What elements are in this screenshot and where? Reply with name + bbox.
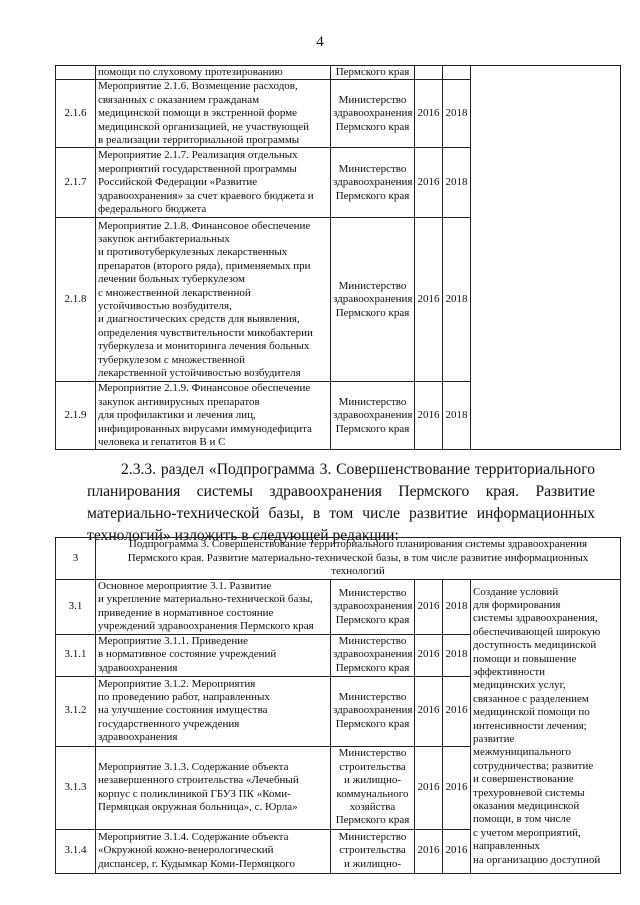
responsible-executor: Пермского края: [331, 66, 415, 80]
end-year: [443, 66, 471, 80]
start-year: 2016: [415, 382, 443, 450]
row-number: 3.1.1: [56, 634, 96, 676]
activity-description: Мероприятие 2.1.6. Возмещение расходов, связанных с оказанием гражданам медицинской помощи в экстренной форме медицинской организацией, не участвующей в реализации территориальной программы: [96, 80, 331, 148]
row-number: [56, 66, 96, 80]
start-year: 2016: [415, 829, 443, 873]
activity-description: Мероприятие 2.1.9. Финансовое обеспечение закупок антивирусных препаратов для профилактики и лечения лиц, инфицированных вирусами иммунодефицита человека и гепатитов В и С: [96, 382, 331, 450]
activity-description: Мероприятие 2.1.7. Реализация отдельных мероприятий государственной программы Российской Федерации «Развитие здравоохранения» за счет краевого бюджета и федерального бюджета: [96, 148, 331, 218]
activity-description: Мероприятие 3.1.1. Приведение в нормативное состояние учреждений здравоохранения: [96, 634, 331, 676]
responsible-executor: Министерство здравоохранения Пермского края: [331, 148, 415, 218]
start-year: 2016: [415, 148, 443, 218]
end-year: 2016: [443, 746, 471, 829]
start-year: 2016: [415, 80, 443, 148]
end-year: 2018: [443, 634, 471, 676]
row-number: 3.1.4: [56, 829, 96, 873]
end-year: 2018: [443, 80, 471, 148]
responsible-executor: Министерство здравоохранения Пермского края: [331, 382, 415, 450]
row-number: 3.1: [56, 580, 96, 635]
row-number: 2.1.7: [56, 148, 96, 218]
responsible-executor: Министерство здравоохранения Пермского края: [331, 218, 415, 382]
table-row: [56, 580, 621, 635]
responsible-executor: Министерство строительства и жилищно- коммунального хозяйства Пермского края: [331, 746, 415, 829]
table-row: [56, 66, 621, 80]
subprogram-number: 3: [56, 538, 96, 580]
start-year: [415, 66, 443, 80]
table-subprogram-3: [55, 537, 621, 874]
row-number: 2.1.8: [56, 218, 96, 382]
subprogram-title: Подпрограмма 3. Совершенствование территориального планирования системы здравоохранения Пермского края. Развитие материально-технической базы, в том числе развитие информационных технологий: [96, 538, 621, 580]
activity-description: Мероприятие 3.1.2. Мероприятия по проведению работ, направленных на улучшение состояния имущества государственного учреждения здравоохранения: [96, 676, 331, 746]
amendment-text: 2.3.3. раздел «Подпрограмма 3. Совершенствование территориального планирования системы здравоохранения Пермского края. Развитие материально-технической базы, в том числе развитие информационных технологий» изложить в следующей редакции:: [87, 461, 595, 544]
start-year: 2016: [415, 218, 443, 382]
expected-result: Создание условий для формирования системы здравоохранения, обеспечивающей широкую доступность медицинской помощи и повышение эффективности медицинских услуг, связанное с разделением медицинской помощи по интенсивности лечения; развитие межмуниципального сотрудничества; развитие и совершенствование трехуровневой системы оказания медицинской помощи, в том числе с учетом мероприятий, направленных на организацию доступной: [471, 580, 621, 874]
row-number: 3.1.2: [56, 676, 96, 746]
start-year: 2016: [415, 746, 443, 829]
responsible-executor: Министерство строительства и жилищно-: [331, 829, 415, 873]
page-number: 4: [316, 34, 324, 50]
end-year: 2018: [443, 580, 471, 635]
start-year: 2016: [415, 676, 443, 746]
responsible-executor: Министерство здравоохранения Пермского края: [331, 580, 415, 635]
activity-description: Мероприятие 2.1.8. Финансовое обеспечение закупок антибактериальных и противотуберкулезных лекарственных препаратов (второго ряда), применяемых при лечении больных туберкулезом с множественной лекарственной устойчивостью возбудителя, и диагностических средств для выявления, определения чувствительности микобактерии туберкулеза и мониторинга лечения больных туберкулезом с множественной лекарственной устойчивостью возбудителя: [96, 218, 331, 382]
row-number: 2.1.9: [56, 382, 96, 450]
end-year: 2016: [443, 676, 471, 746]
responsible-executor: Министерство здравоохранения Пермского края: [331, 80, 415, 148]
end-year: 2018: [443, 148, 471, 218]
responsible-executor: Министерство здравоохранения Пермского края: [331, 676, 415, 746]
table-header-row: [56, 538, 621, 580]
start-year: 2016: [415, 580, 443, 635]
activity-description: помощи по слуховому протезированию: [96, 66, 331, 80]
row-number: 2.1.6: [56, 80, 96, 148]
end-year: 2018: [443, 218, 471, 382]
end-year: 2018: [443, 382, 471, 450]
row-number: 3.1.3: [56, 746, 96, 829]
end-year: 2016: [443, 829, 471, 873]
activity-description: Мероприятие 3.1.4. Содержание объекта «Окружной кожно-венерологический диспансер, г. Кудымкар Коми-Пермяцкого: [96, 829, 331, 873]
responsible-executor: Министерство здравоохранения Пермского края: [331, 634, 415, 676]
table-subprogram-2: [55, 65, 621, 450]
amendment-paragraph: [87, 459, 595, 547]
result-column-empty: [471, 66, 621, 450]
activity-description: Мероприятие 3.1.3. Содержание объекта незавершенного строительства «Лечебный корпус с поликлиникой ГБУЗ ПК «Коми- Пермяцкая окружная больница», с. Юрла»: [96, 746, 331, 829]
start-year: 2016: [415, 634, 443, 676]
activity-description: Основное мероприятие 3.1. Развитие и укрепление материально-технической базы, приведение в нормативное состояние учреждений здравоохранения Пермского края: [96, 580, 331, 635]
